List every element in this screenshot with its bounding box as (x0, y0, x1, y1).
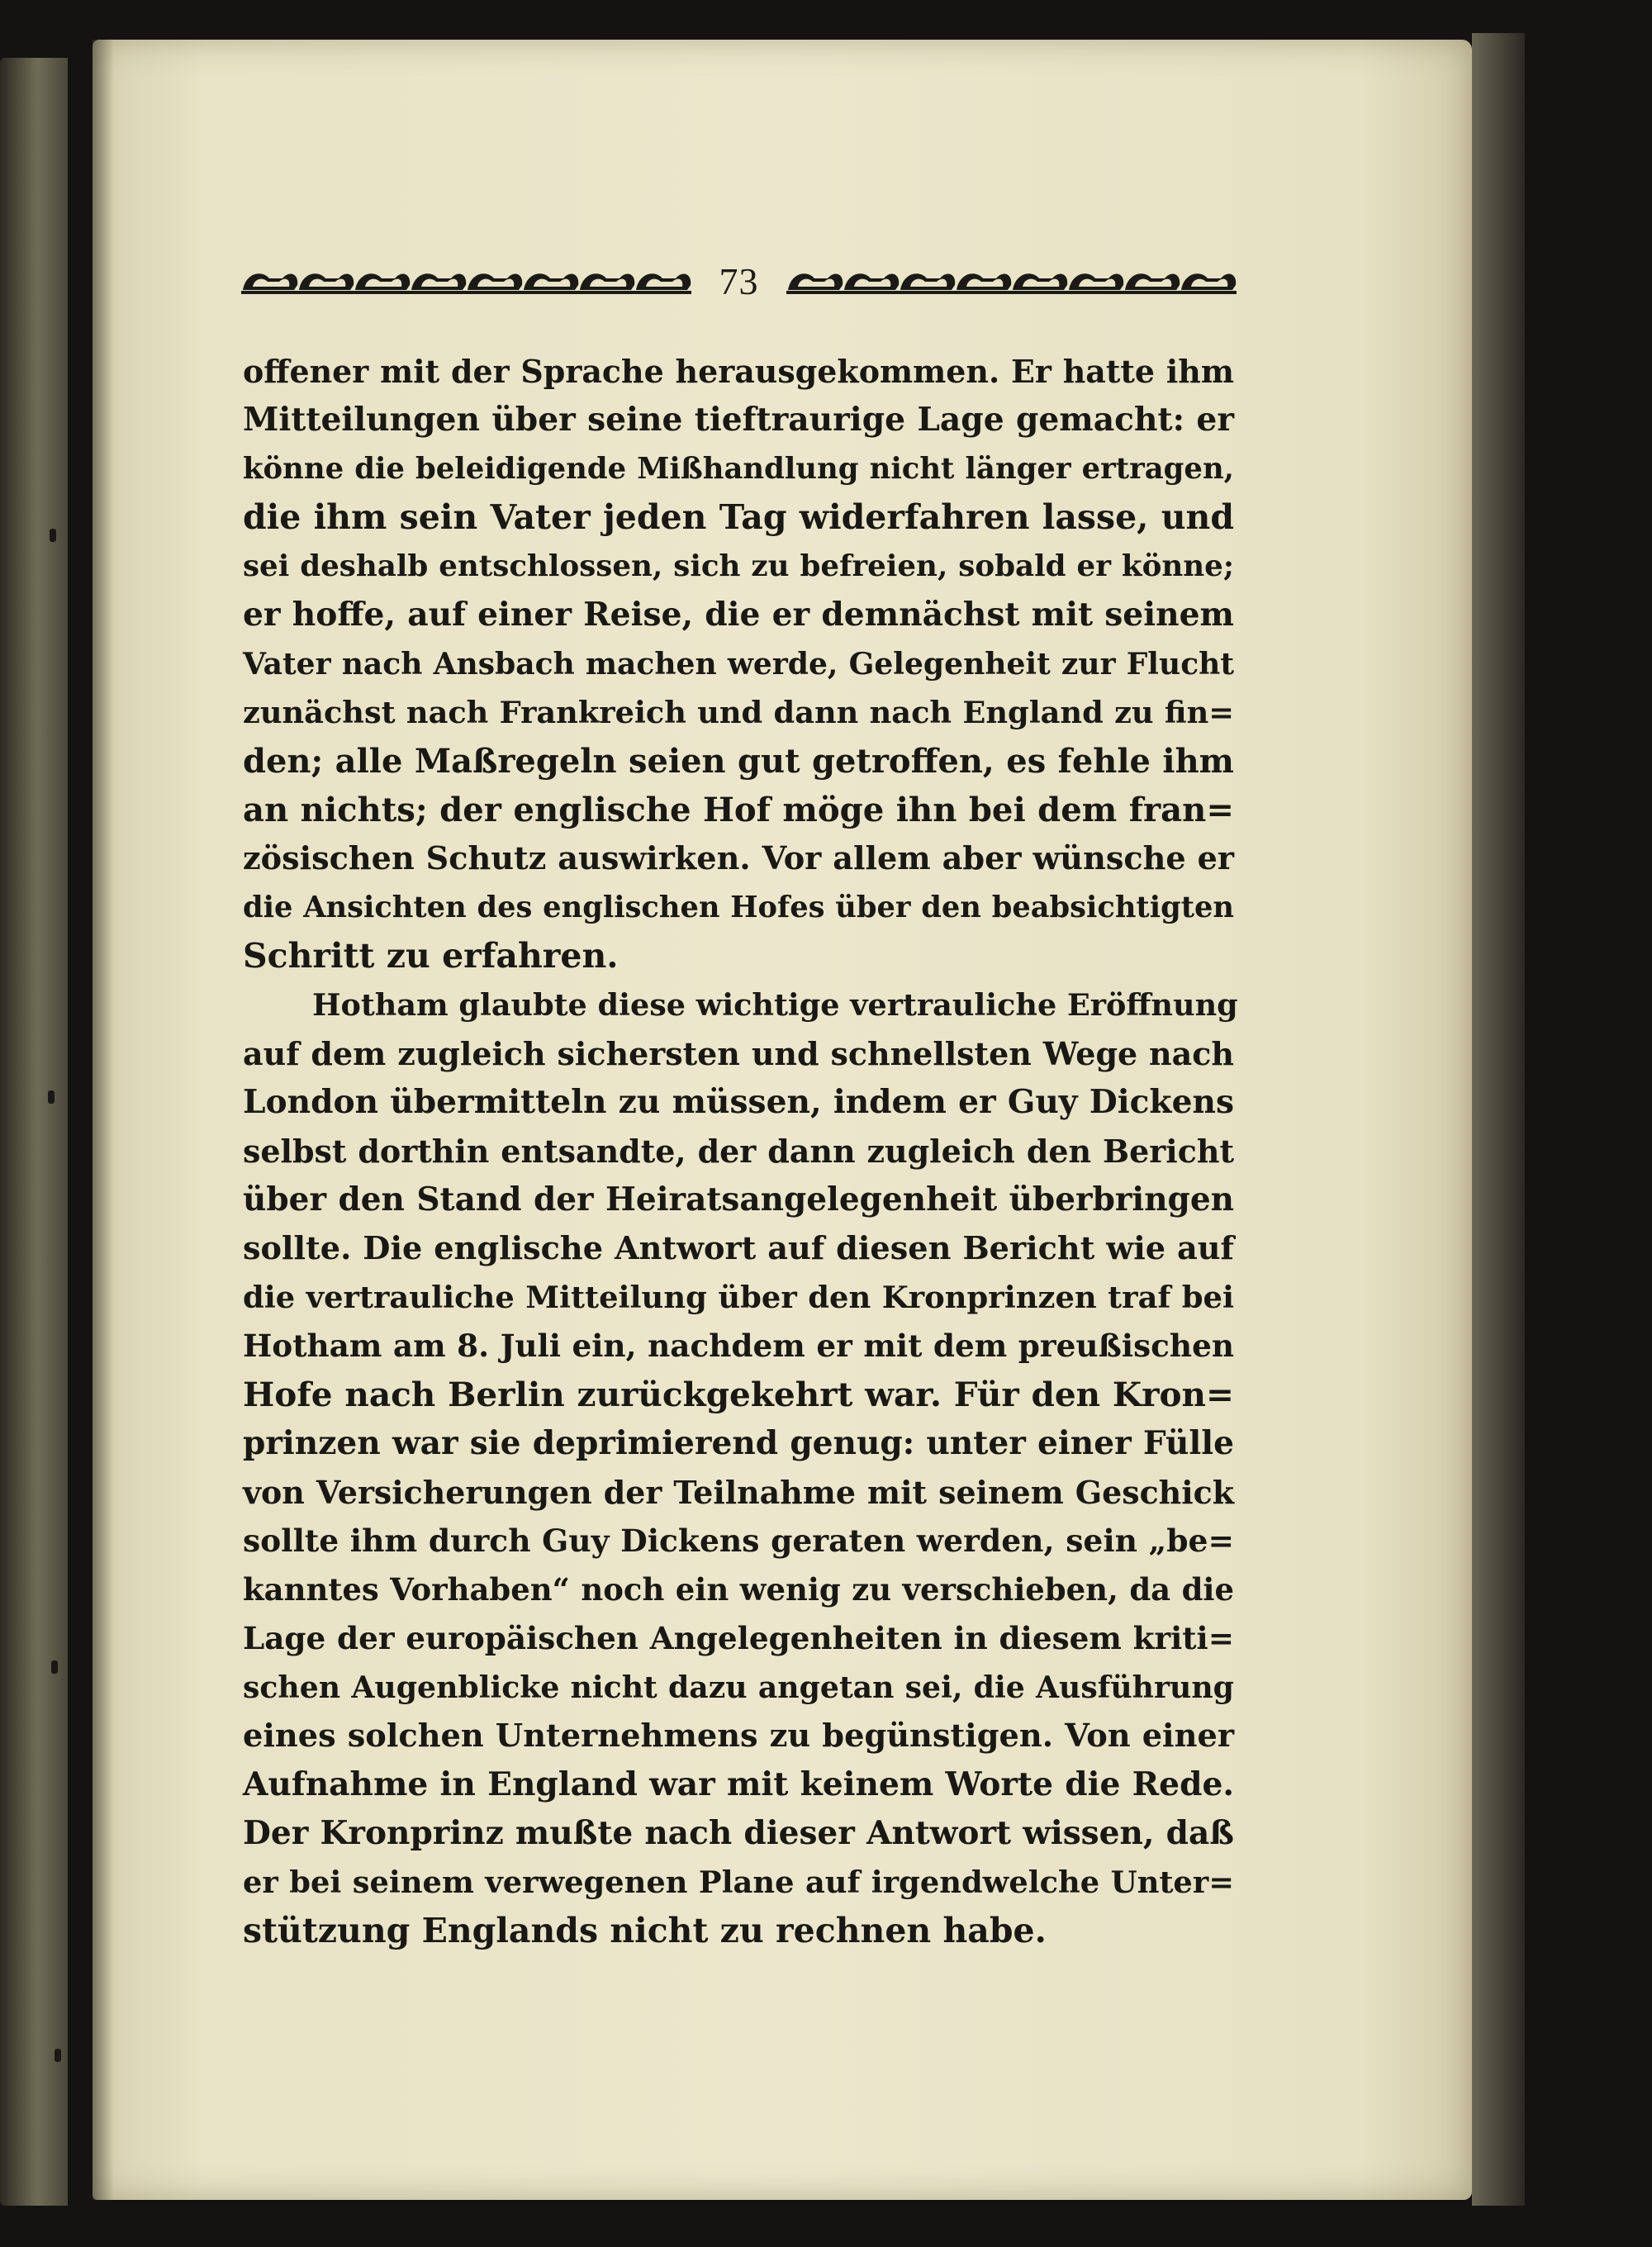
text-line: auf dem zugleich sichersten und schnellsten Wege nach (243, 1035, 1234, 1072)
body-text (243, 347, 1238, 1955)
text-line: Mitteilungen über seine tieftraurige Lage gemacht: er (243, 401, 1234, 439)
text-line: kanntes Vorhaben“ noch ein wenig zu verschieben, da die (243, 1571, 1234, 1608)
text-line: Aufnahme in England war mit keinem Worte die Rede. (243, 1765, 1234, 1803)
page-number: 73 (719, 259, 759, 302)
ornament-band-icon (786, 267, 1237, 295)
text-line: die Ansichten des englischen Hofes über den beabsichtigten (243, 891, 1234, 924)
margin-mark (50, 529, 56, 542)
text-line: er bei seinem verwegenen Plane auf irgendwelche Unter= (243, 1864, 1234, 1900)
text-line: Hotham am 8. Juli ein, nachdem er mit dem preußischen (243, 1328, 1234, 1364)
header-ornament-right (786, 267, 1237, 295)
text-line: könne die beleidigende Mißhandlung nicht länger ertragen, (243, 452, 1234, 486)
text-line: über den Stand der Heiratsangelegenheit überbringen (243, 1181, 1234, 1219)
page-header (241, 258, 1237, 304)
text-line: London übermitteln zu müssen, indem er Guy Dickens (243, 1083, 1234, 1121)
text-line: selbst dorthin entsandte, der dann zugleich den Bericht (243, 1133, 1234, 1170)
paragraph-2 (243, 981, 1238, 1955)
text-line: an nichts; der englische Hof möge ihn bei dem fran= (243, 791, 1234, 829)
text-line: offener mit der Sprache herausgekommen. Er hatte ihm (243, 353, 1234, 390)
text-line: Hotham glaubte diese wichtige vertrauliche Eröffnung (312, 987, 1238, 1023)
margin-mark (51, 1660, 58, 1674)
text-line: den; alle Maßregeln seien gut getroffen, es fehle ihm (243, 742, 1234, 781)
text-line: Lage der europäischen Angelegenheiten in diesem kriti= (243, 1620, 1234, 1656)
page-gutter-shadow (93, 40, 114, 2200)
text-line: von Versicherungen der Teilnahme mit seinem Geschick (243, 1474, 1234, 1511)
text-line: Hofe nach Berlin zurückgekehrt war. Für den Kron= (243, 1375, 1234, 1414)
ornament-band-icon (241, 267, 691, 295)
text-line: Schritt zu erfahren. (243, 936, 619, 976)
text-line: zunächst nach Frankreich und dann nach England zu fin= (243, 695, 1234, 730)
text-line: Vater nach Ansbach machen werde, Gelegenheit zur Flucht (243, 646, 1234, 682)
text-line: stützung Englands nicht zu rechnen habe. (243, 1911, 1047, 1950)
text-line: zösischen Schutz auswirken. Vor allem aber wünsche er (243, 840, 1234, 877)
text-line: sollte. Die englische Antwort auf diesen Bericht wie auf (243, 1230, 1234, 1267)
margin-mark (48, 1090, 55, 1104)
text-line: eines solchen Unternehmens zu begünstigen. Von einer (243, 1717, 1234, 1755)
text-line: sollte ihm durch Guy Dickens geraten werden, sein „be= (243, 1523, 1234, 1559)
text-line: die ihm sein Vater jeden Tag widerfahren lasse, und (243, 497, 1234, 537)
page-edge-shadow (1472, 33, 1525, 2206)
text-line: die vertrauliche Mitteilung über den Kronprinzen traf bei (243, 1279, 1234, 1315)
text-line: schen Augenblicke nicht dazu angetan sei, die Ausführung (243, 1670, 1234, 1705)
text-line: Der Kronprinz mußte nach dieser Antwort wissen, daß (243, 1814, 1234, 1852)
previous-page-edge (0, 58, 68, 2206)
header-ornament-left (241, 267, 691, 295)
paragraph-1 (243, 347, 1234, 981)
text-line: sei deshalb entschlossen, sich zu befreien, sobald er könne; (243, 549, 1234, 583)
text-line: er hoffe, auf einer Reise, die er demnächst mit seinem (243, 596, 1234, 634)
margin-mark (55, 2049, 61, 2062)
text-line: prinzen war sie deprimierend genug: unter einer Fülle (243, 1424, 1234, 1462)
